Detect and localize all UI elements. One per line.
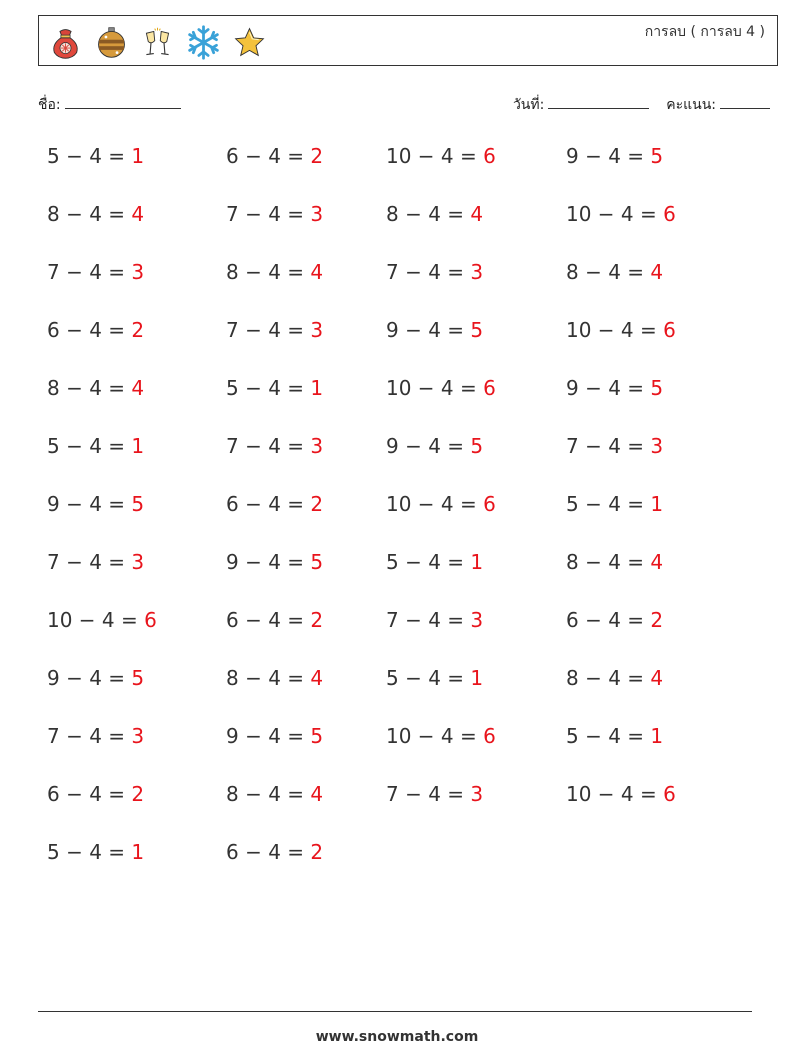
problem-question: 8 − 4 = bbox=[566, 260, 651, 284]
problem-question: 5 − 4 = bbox=[47, 144, 132, 168]
problem-item bbox=[566, 434, 663, 458]
problem-question: 7 − 4 = bbox=[386, 782, 471, 806]
problem-answer: 6 bbox=[663, 782, 676, 806]
problem-item bbox=[47, 666, 144, 690]
problem-answer: 3 bbox=[131, 260, 145, 284]
problem-question: 5 − 4 = bbox=[226, 376, 311, 400]
problem-answer: 2 bbox=[310, 144, 324, 168]
problem-item bbox=[386, 318, 483, 342]
problem-question: 7 − 4 = bbox=[386, 608, 471, 632]
problem-answer: 5 bbox=[650, 144, 664, 168]
date-score-fields bbox=[513, 94, 770, 116]
problem-answer: 6 bbox=[483, 376, 496, 400]
problem-question: 8 − 4 = bbox=[226, 260, 311, 284]
problem-item bbox=[226, 260, 323, 284]
problem-question: 7 − 4 = bbox=[47, 550, 132, 574]
problem-item bbox=[47, 202, 144, 226]
problem-item bbox=[226, 318, 323, 342]
problem-answer: 3 bbox=[470, 782, 484, 806]
christmas-ornament-icon bbox=[93, 24, 130, 61]
problem-question: 5 − 4 = bbox=[386, 666, 471, 690]
problem-question: 10 − 4 = bbox=[47, 608, 145, 632]
problem-item bbox=[386, 666, 483, 690]
problem-answer: 2 bbox=[310, 840, 324, 864]
problem-answer: 3 bbox=[470, 608, 484, 632]
problem-answer: 5 bbox=[470, 318, 484, 342]
problem-question: 8 − 4 = bbox=[386, 202, 471, 226]
problem-answer: 4 bbox=[131, 376, 145, 400]
problem-question: 7 − 4 = bbox=[226, 202, 311, 226]
problem-question: 10 − 4 = bbox=[386, 724, 484, 748]
problem-question: 7 − 4 = bbox=[226, 318, 311, 342]
problem-answer: 5 bbox=[650, 376, 664, 400]
problem-question: 9 − 4 = bbox=[386, 434, 471, 458]
problem-answer: 5 bbox=[131, 492, 145, 516]
problem-item bbox=[566, 376, 663, 400]
problem-question: 10 − 4 = bbox=[386, 492, 484, 516]
problem-answer: 6 bbox=[663, 202, 676, 226]
problem-item bbox=[47, 376, 144, 400]
problem-question: 6 − 4 = bbox=[226, 608, 311, 632]
problem-answer: 3 bbox=[650, 434, 664, 458]
problem-answer: 2 bbox=[650, 608, 664, 632]
problem-question: 9 − 4 = bbox=[47, 666, 132, 690]
problem-answer: 5 bbox=[310, 550, 324, 574]
name-blank bbox=[65, 96, 181, 109]
problem-item bbox=[47, 144, 144, 168]
problem-item bbox=[47, 550, 144, 574]
problem-item bbox=[47, 840, 144, 864]
problem-item bbox=[386, 144, 496, 168]
problem-item bbox=[566, 550, 663, 574]
footer-divider bbox=[38, 1011, 752, 1012]
problem-answer: 4 bbox=[310, 260, 324, 284]
problem-answer: 2 bbox=[310, 492, 324, 516]
score-blank bbox=[720, 96, 770, 109]
problem-question: 9 − 4 = bbox=[566, 144, 651, 168]
problem-item bbox=[47, 724, 144, 748]
name-label: ชื่อ: bbox=[38, 97, 61, 113]
problem-answer: 4 bbox=[310, 782, 324, 806]
problem-question: 7 − 4 = bbox=[566, 434, 651, 458]
star-icon bbox=[231, 24, 268, 61]
problem-question: 5 − 4 = bbox=[386, 550, 471, 574]
problem-question: 8 − 4 = bbox=[226, 782, 311, 806]
problem-answer: 5 bbox=[131, 666, 145, 690]
problem-answer: 3 bbox=[310, 202, 324, 226]
problem-item bbox=[226, 666, 323, 690]
problem-answer: 4 bbox=[650, 666, 664, 690]
icon-strip bbox=[47, 24, 268, 61]
problem-item bbox=[226, 608, 323, 632]
problem-question: 10 − 4 = bbox=[566, 202, 664, 226]
problem-item bbox=[226, 376, 323, 400]
problem-question: 8 − 4 = bbox=[566, 666, 651, 690]
problem-item bbox=[386, 376, 496, 400]
problem-question: 7 − 4 = bbox=[226, 434, 311, 458]
problem-answer: 1 bbox=[650, 492, 664, 516]
problem-question: 6 − 4 = bbox=[226, 144, 311, 168]
problem-question: 10 − 4 = bbox=[386, 144, 484, 168]
problem-item bbox=[386, 550, 483, 574]
problem-item bbox=[226, 144, 323, 168]
problem-question: 8 − 4 = bbox=[47, 202, 132, 226]
problem-question: 8 − 4 = bbox=[47, 376, 132, 400]
date-blank bbox=[548, 96, 649, 109]
problem-answer: 6 bbox=[663, 318, 676, 342]
problem-item bbox=[386, 260, 483, 284]
worksheet-title: การลบ ( การลบ 4 ) bbox=[644, 24, 765, 40]
name-field bbox=[38, 94, 181, 116]
problem-question: 9 − 4 = bbox=[47, 492, 132, 516]
problem-question: 10 − 4 = bbox=[386, 376, 484, 400]
problem-item bbox=[386, 724, 496, 748]
problem-question: 5 − 4 = bbox=[47, 434, 132, 458]
date-label: วันที่: bbox=[512, 97, 545, 113]
problem-answer: 1 bbox=[470, 550, 484, 574]
christmas-sack-icon bbox=[47, 24, 84, 61]
problem-answer: 6 bbox=[483, 492, 496, 516]
problem-answer: 3 bbox=[470, 260, 484, 284]
problem-answer: 2 bbox=[131, 782, 145, 806]
score-label: คะแนน: bbox=[666, 97, 716, 113]
problem-answer: 3 bbox=[131, 724, 145, 748]
problem-question: 7 − 4 = bbox=[386, 260, 471, 284]
problem-question: 10 − 4 = bbox=[566, 782, 664, 806]
problem-item bbox=[386, 782, 483, 806]
problem-question: 10 − 4 = bbox=[566, 318, 664, 342]
problem-answer: 2 bbox=[131, 318, 145, 342]
problem-item bbox=[226, 434, 323, 458]
problem-question: 5 − 4 = bbox=[566, 492, 651, 516]
problem-answer: 1 bbox=[650, 724, 664, 748]
problem-item bbox=[566, 144, 663, 168]
problem-question: 7 − 4 = bbox=[47, 724, 132, 748]
problem-item bbox=[226, 202, 323, 226]
problem-question: 9 − 4 = bbox=[566, 376, 651, 400]
problem-answer: 4 bbox=[650, 550, 664, 574]
problem-question: 8 − 4 = bbox=[226, 666, 311, 690]
problem-item bbox=[226, 840, 323, 864]
problem-item bbox=[566, 260, 663, 284]
problem-answer: 4 bbox=[650, 260, 664, 284]
problem-item bbox=[386, 202, 483, 226]
footer-site: www.snowmath.com bbox=[315, 1029, 479, 1045]
champagne-glasses-icon bbox=[139, 24, 176, 61]
problem-question: 9 − 4 = bbox=[226, 724, 311, 748]
problem-item bbox=[566, 202, 676, 226]
problem-item bbox=[226, 492, 323, 516]
problem-answer: 3 bbox=[131, 550, 145, 574]
problem-item bbox=[566, 782, 676, 806]
problem-answer: 5 bbox=[310, 724, 324, 748]
problem-item bbox=[47, 434, 144, 458]
problem-item bbox=[226, 724, 323, 748]
snowflake-icon bbox=[185, 24, 222, 61]
problem-item bbox=[566, 608, 663, 632]
problem-item bbox=[566, 666, 663, 690]
problem-answer: 4 bbox=[131, 202, 145, 226]
problem-answer: 6 bbox=[483, 724, 496, 748]
problem-answer: 1 bbox=[131, 840, 145, 864]
problem-item bbox=[47, 492, 144, 516]
problem-item bbox=[47, 260, 144, 284]
problem-answer: 4 bbox=[310, 666, 324, 690]
problem-answer: 6 bbox=[144, 608, 157, 632]
problem-question: 9 − 4 = bbox=[386, 318, 471, 342]
problem-item bbox=[566, 492, 663, 516]
worksheet-header bbox=[38, 15, 778, 66]
problem-answer: 3 bbox=[310, 318, 324, 342]
problem-item bbox=[47, 318, 144, 342]
problem-question: 6 − 4 = bbox=[566, 608, 651, 632]
problem-answer: 3 bbox=[310, 434, 324, 458]
problem-question: 7 − 4 = bbox=[47, 260, 132, 284]
problem-item bbox=[47, 782, 144, 806]
problem-item bbox=[47, 608, 157, 632]
problem-item bbox=[226, 550, 323, 574]
problem-question: 6 − 4 = bbox=[226, 492, 311, 516]
problem-question: 9 − 4 = bbox=[226, 550, 311, 574]
problem-question: 6 − 4 = bbox=[226, 840, 311, 864]
problem-item bbox=[226, 782, 323, 806]
problem-answer: 5 bbox=[470, 434, 484, 458]
problem-answer: 2 bbox=[310, 608, 324, 632]
problem-answer: 1 bbox=[310, 376, 324, 400]
problem-answer: 6 bbox=[483, 144, 496, 168]
problem-item bbox=[386, 608, 483, 632]
problem-answer: 4 bbox=[470, 202, 484, 226]
problem-question: 6 − 4 = bbox=[47, 782, 132, 806]
problem-question: 5 − 4 = bbox=[566, 724, 651, 748]
problem-question: 8 − 4 = bbox=[566, 550, 651, 574]
problem-question: 6 − 4 = bbox=[47, 318, 132, 342]
problem-item bbox=[566, 318, 676, 342]
problem-question: 5 − 4 = bbox=[47, 840, 132, 864]
problem-item bbox=[386, 492, 496, 516]
problem-answer: 1 bbox=[131, 144, 145, 168]
problem-item bbox=[566, 724, 663, 748]
problem-answer: 1 bbox=[470, 666, 484, 690]
problem-answer: 1 bbox=[131, 434, 145, 458]
problem-item bbox=[386, 434, 483, 458]
